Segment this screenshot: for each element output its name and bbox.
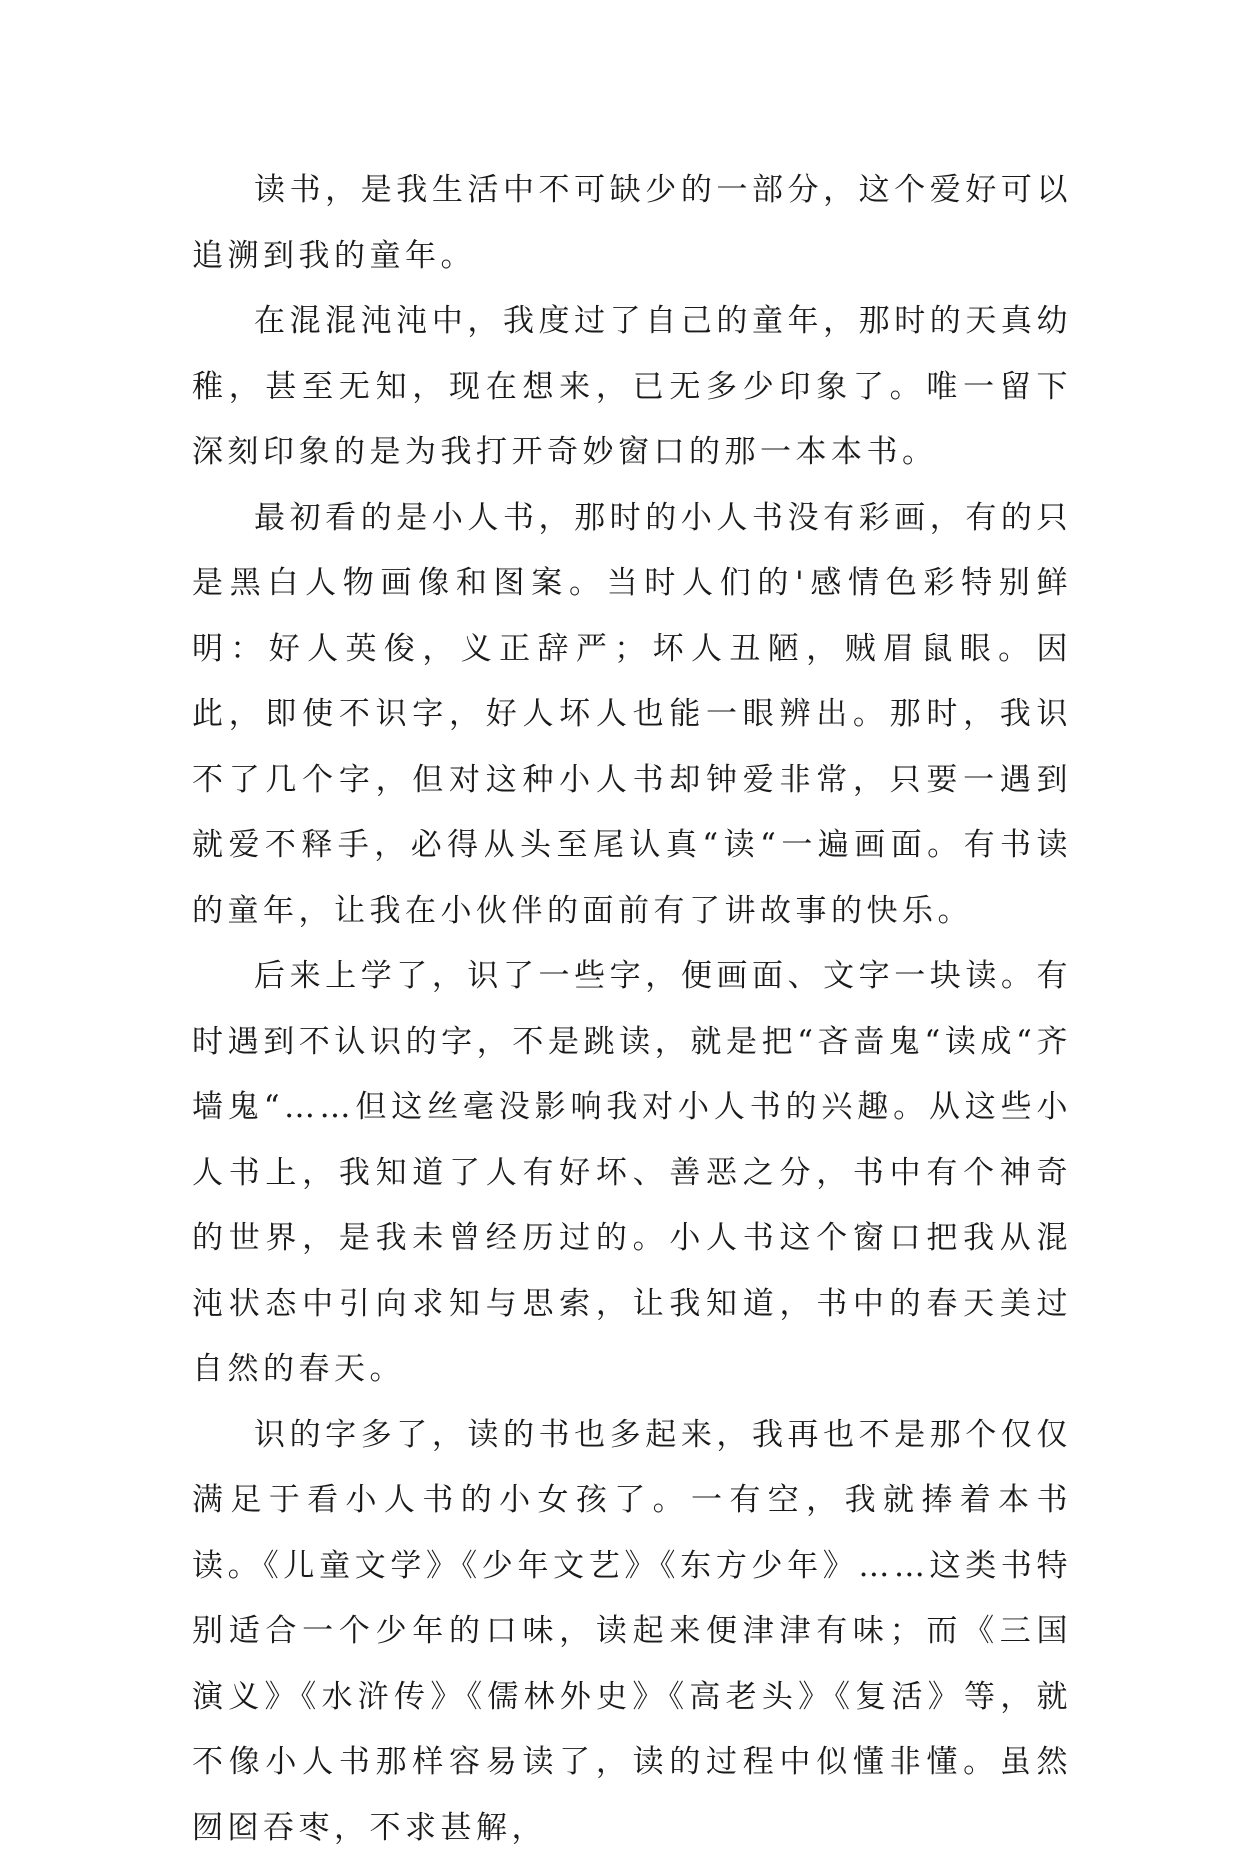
paragraph-2: 在混混沌沌中，我度过了自己的童年，那时的天真幼稚，甚至无知，现在想来，已无多少印象了。唯一留下深刻印象的是为我打开奇妙窗口的那一本本书。 <box>192 289 1072 486</box>
paragraph-1: 读书，是我生活中不可缺少的一部分，这个爱好可以追溯到我的童年。 <box>192 158 1072 289</box>
paragraph-4: 后来上学了，识了一些字，便画面、文字一块读。有时遇到不认识的字，不是跳读，就是把“吝啬鬼“读成“齐墙鬼“……但这丝毫没影响我对小人书的兴趣。从这些小人书上，我知道了人有好坏、善恶之分，书中有个神奇的世界，是我未曾经历过的。小人书这个窗口把我从混沌状态中引向求知与思索，让我知道，书中的春天美过自然的春天。 <box>192 944 1072 1403</box>
document-body <box>192 158 1072 1861</box>
paragraph-3: 最初看的是小人书，那时的小人书没有彩画，有的只是黑白人物画像和图案。当时人们的'感情色彩特别鲜明：好人英俊，义正辞严；坏人丑陋，贼眉鼠眼。因此，即使不识字，好人坏人也能一眼辨出。那时，我识不了几个字，但对这种小人书却钟爱非常，只要一遇到就爱不释手，必得从头至尾认真“读“一遍画面。有书读的童年，让我在小伙伴的面前有了讲故事的快乐。 <box>192 486 1072 945</box>
paragraph-5: 识的字多了，读的书也多起来，我再也不是那个仅仅满足于看小人书的小女孩了。一有空，我就捧着本书读。《儿童文学》《少年文艺》《东方少年》……这类书特别适合一个少年的口味，读起来便津津有味；而《三国演义》《水浒传》《儒林外史》《高老头》《复活》等，就不像小人书那样容易读了，读的过程中似懂非懂。虽然囫囵吞枣，不求甚解， <box>192 1403 1072 1861</box>
